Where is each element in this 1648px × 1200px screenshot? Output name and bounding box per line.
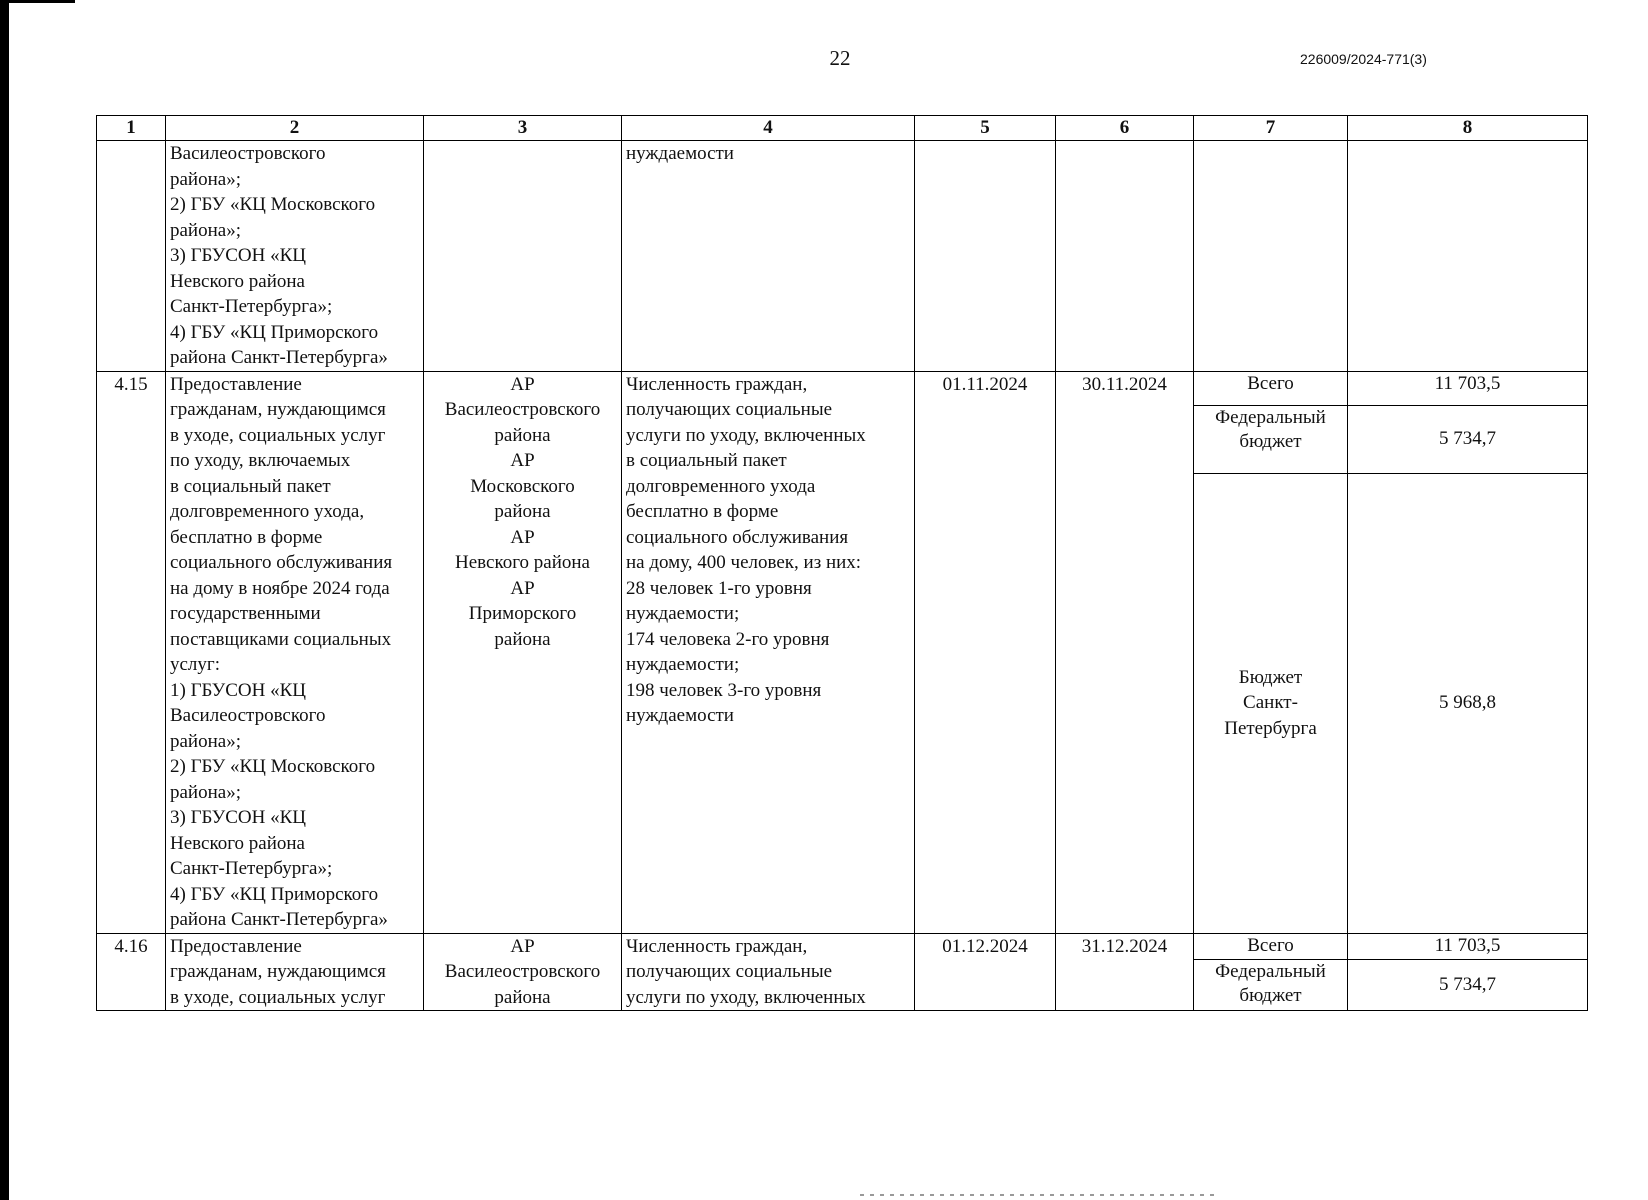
funding-amount-city: 5 968,8 bbox=[1348, 473, 1588, 933]
funding-source-total: Всего bbox=[1194, 371, 1348, 405]
continuation-indicator: нуждаемости bbox=[622, 141, 915, 372]
funding-source-city: Бюджет Санкт- Петербурга bbox=[1194, 473, 1348, 933]
col-header-2: 2 bbox=[166, 116, 424, 141]
col-header-8: 8 bbox=[1348, 116, 1588, 141]
table-row bbox=[97, 371, 1588, 405]
col-header-5: 5 bbox=[915, 116, 1056, 141]
scan-artifact bbox=[860, 1194, 1220, 1196]
col-header-3: 3 bbox=[424, 116, 622, 141]
funding-amount-total: 11 703,5 bbox=[1348, 371, 1588, 405]
continuation-source bbox=[1194, 141, 1348, 372]
table-row bbox=[97, 933, 1588, 959]
row-number: 4.15 bbox=[97, 371, 166, 933]
continuation-num bbox=[97, 141, 166, 372]
row-executor: АР Василеостровского района АР Московского района АР Невского района АР Приморского района bbox=[424, 371, 622, 933]
row-description: Предоставление гражданам, нуждающимся в уходе, социальных услуг по уходу, включаемых в социальный пакет долговременного ухода, бесплатно в форме социального обслуживания на дому в ноябре 2024 года государственными поставщиками социальных услуг: 1) ГБУСОН «КЦ Василеостровского района»; 2) ГБУ «КЦ Московского района»; 3) ГБУСОН «КЦ Невского района Санкт-Петербурга»; 4) ГБУ «КЦ Приморского района Санкт-Петербурга» bbox=[166, 371, 424, 933]
continuation-start bbox=[915, 141, 1056, 372]
funding-source-federal: Федеральный бюджет bbox=[1194, 959, 1348, 1010]
row-start-date: 01.11.2024 bbox=[915, 371, 1056, 933]
row-end-date: 30.11.2024 bbox=[1056, 371, 1194, 933]
col-header-1: 1 bbox=[97, 116, 166, 141]
funding-amount-federal: 5 734,7 bbox=[1348, 959, 1588, 1010]
col-header-4: 4 bbox=[622, 116, 915, 141]
continuation-amount bbox=[1348, 141, 1588, 372]
page-number: 22 bbox=[829, 46, 851, 70]
funding-amount-federal: 5 734,7 bbox=[1348, 405, 1588, 473]
row-end-date: 31.12.2024 bbox=[1056, 933, 1194, 1011]
header-row bbox=[97, 116, 1588, 141]
funding-source-federal: Федеральный бюджет bbox=[1194, 405, 1348, 473]
funding-amount-total: 11 703,5 bbox=[1348, 933, 1588, 959]
continuation-end bbox=[1056, 141, 1194, 372]
continuation-row bbox=[97, 141, 1588, 372]
col-header-6: 6 bbox=[1056, 116, 1194, 141]
continuation-executor bbox=[424, 141, 622, 372]
document-id: 226009/2024-771(3) bbox=[1300, 51, 1427, 67]
funding-source-total: Всего bbox=[1194, 933, 1348, 959]
row-description: Предоставление гражданам, нуждающимся в уходе, социальных услуг bbox=[166, 933, 424, 1011]
row-number: 4.16 bbox=[97, 933, 166, 1011]
col-header-7: 7 bbox=[1194, 116, 1348, 141]
scan-corner-line bbox=[0, 0, 75, 3]
scan-edge-bar bbox=[0, 0, 9, 1200]
plan-table bbox=[96, 115, 1588, 1011]
row-executor: АР Василеостровского района bbox=[424, 933, 622, 1011]
continuation-description: Василеостровского района»; 2) ГБУ «КЦ Московского района»; 3) ГБУСОН «КЦ Невского района Санкт-Петербурга»; 4) ГБУ «КЦ Приморского района Санкт-Петербурга» bbox=[166, 141, 424, 372]
row-indicator: Численность граждан, получающих социальные услуги по уходу, включенных в социальный пакет долговременного ухода бесплатно в форме социального обслуживания на дому, 400 человек, из них: 28 человек 1-го уровня нуждаемости; 174 человека 2-го уровня нуждаемости; 198 человек 3-го уровня нуждаемости bbox=[622, 371, 915, 933]
row-start-date: 01.12.2024 bbox=[915, 933, 1056, 1011]
row-indicator: Численность граждан, получающих социальные услуги по уходу, включенных bbox=[622, 933, 915, 1011]
